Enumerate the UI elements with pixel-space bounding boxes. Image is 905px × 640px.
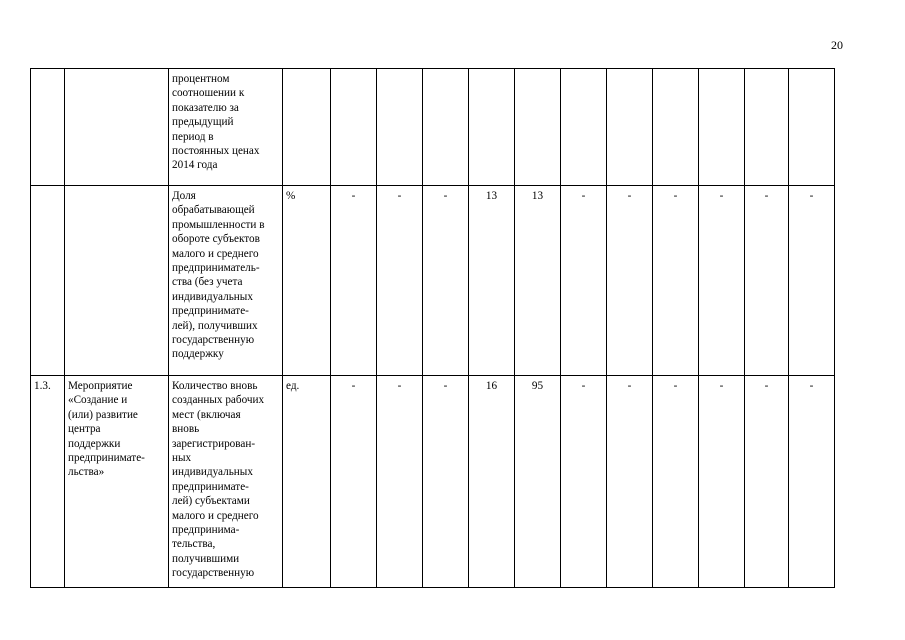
table-row xyxy=(31,376,835,588)
value-cell xyxy=(607,376,653,588)
value-cell xyxy=(561,186,607,376)
value-cell-text: - xyxy=(673,380,678,392)
event-cell xyxy=(65,186,169,376)
table-row xyxy=(31,186,835,376)
value-cell xyxy=(745,69,789,186)
value-cell xyxy=(789,69,835,186)
unit-cell-text: ед. xyxy=(286,380,300,392)
indicator-cell xyxy=(169,376,283,588)
value-cell-text: - xyxy=(351,190,356,202)
value-cell-text: - xyxy=(443,380,448,392)
table-row xyxy=(31,69,835,186)
value-cell-text: - xyxy=(764,380,769,392)
value-cell xyxy=(699,69,745,186)
unit-cell-text: % xyxy=(286,190,296,202)
value-cell xyxy=(515,69,561,186)
value-cell xyxy=(699,376,745,588)
indicators-table xyxy=(30,68,835,588)
value-cell-text: 13 xyxy=(485,190,498,202)
unit-cell xyxy=(283,186,331,376)
value-cell xyxy=(789,376,835,588)
value-cell xyxy=(653,376,699,588)
value-cell xyxy=(607,69,653,186)
unit-cell xyxy=(283,376,331,588)
value-cell-text: 16 xyxy=(485,380,498,392)
value-cell xyxy=(561,376,607,588)
row-index-cell-text: 1.3. xyxy=(34,380,51,392)
value-cell-text: 95 xyxy=(531,380,544,392)
value-cell xyxy=(515,376,561,588)
value-cell xyxy=(515,186,561,376)
indicator-cell-text: Количество вновь созданных рабочих мест (включая вновь зарегистрирован- ных индивидуальных предпринимате- лей) субъектами малого и среднего предпринима- тельства, получившими государственную xyxy=(172,380,265,580)
event-cell xyxy=(65,376,169,588)
row-index-cell xyxy=(31,186,65,376)
value-cell xyxy=(745,376,789,588)
value-cell xyxy=(653,69,699,186)
indicator-cell-text: процентном соотношении к показателю за предыдущий период в постоянных ценах 2014 года xyxy=(172,73,260,172)
value-cell-text: - xyxy=(627,190,632,202)
value-cell-text: 13 xyxy=(531,190,544,202)
indicator-cell xyxy=(169,69,283,186)
page-number: 20 xyxy=(831,38,843,52)
value-cell xyxy=(377,186,423,376)
value-cell xyxy=(699,186,745,376)
value-cell-text: - xyxy=(581,190,586,202)
value-cell xyxy=(377,376,423,588)
value-cell xyxy=(423,376,469,588)
value-cell xyxy=(423,186,469,376)
value-cell-text: - xyxy=(581,380,586,392)
value-cell-text: - xyxy=(764,190,769,202)
value-cell xyxy=(423,69,469,186)
event-cell-text: Мероприятие «Создание и (или) развитие центра поддержки предпринимате- льства» xyxy=(68,380,145,479)
value-cell-text: - xyxy=(443,190,448,202)
value-cell xyxy=(377,69,423,186)
value-cell xyxy=(331,186,377,376)
row-index-cell xyxy=(31,69,65,186)
event-cell xyxy=(65,69,169,186)
value-cell-text: - xyxy=(397,190,402,202)
value-cell xyxy=(331,376,377,588)
value-cell-text: - xyxy=(809,190,814,202)
indicator-cell-text: Доля обрабатывающей промышленности в обороте субъектов малого и среднего предприниматель- ства (без учета индивидуальных предпринимате- лей), получивших государственную поддержку xyxy=(172,190,265,361)
value-cell-text: - xyxy=(719,380,724,392)
value-cell-text: - xyxy=(719,190,724,202)
value-cell xyxy=(789,186,835,376)
value-cell xyxy=(331,69,377,186)
row-index-cell xyxy=(31,376,65,588)
value-cell-text: - xyxy=(627,380,632,392)
unit-cell xyxy=(283,69,331,186)
value-cell xyxy=(653,186,699,376)
value-cell xyxy=(607,186,653,376)
value-cell-text: - xyxy=(673,190,678,202)
value-cell xyxy=(745,186,789,376)
value-cell xyxy=(561,69,607,186)
value-cell-text: - xyxy=(351,380,356,392)
indicator-cell xyxy=(169,186,283,376)
value-cell-text: - xyxy=(397,380,402,392)
value-cell xyxy=(469,69,515,186)
value-cell xyxy=(469,376,515,588)
value-cell xyxy=(469,186,515,376)
value-cell-text: - xyxy=(809,380,814,392)
